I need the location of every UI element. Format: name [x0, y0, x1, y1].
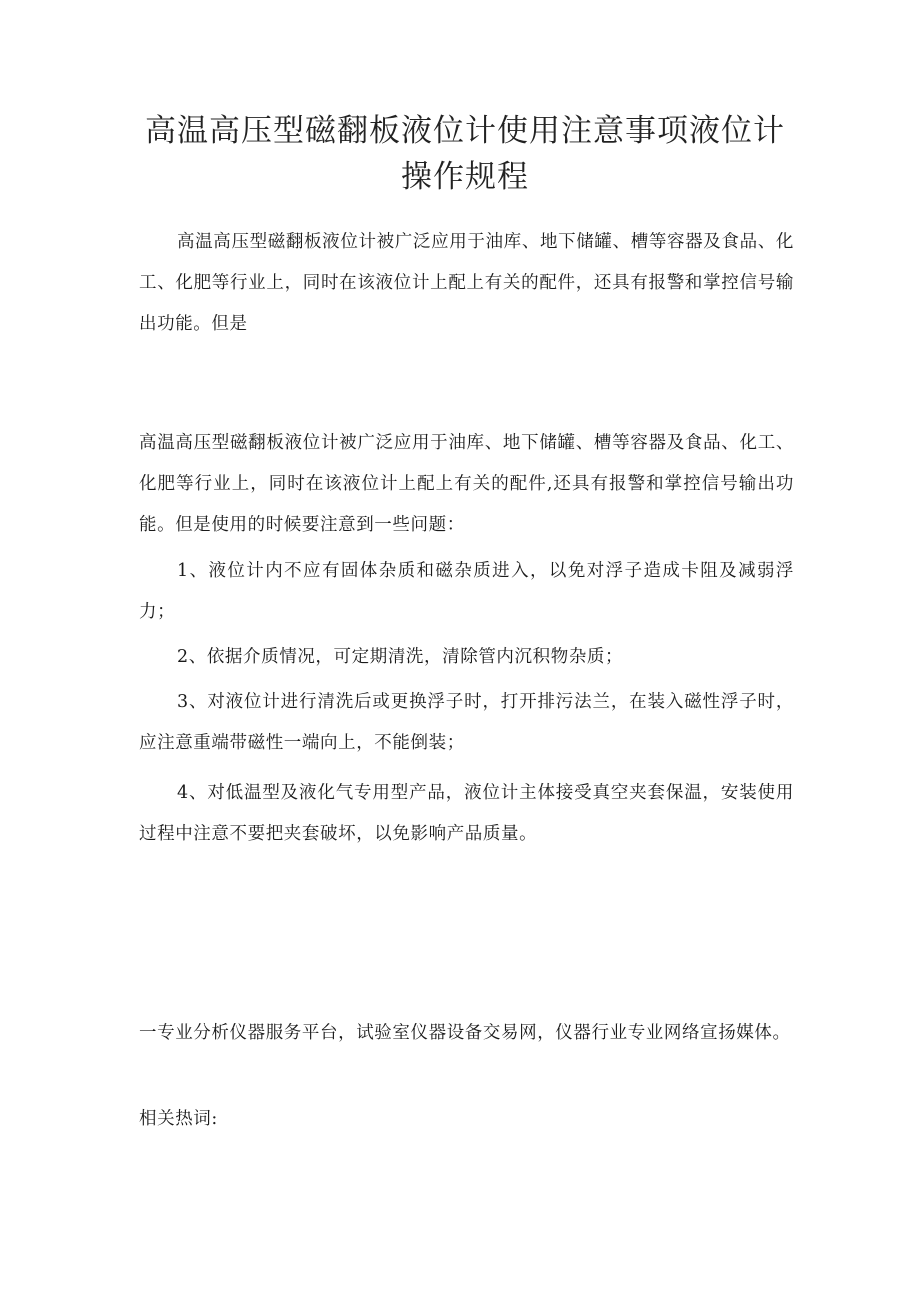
list-item: 1、液位计内不应有固体杂质和磁杂质进入，以免对浮子造成卡阻及减弱浮力；	[139, 561, 794, 622]
document-title: 高温高压型磁翻板液位计使用注意事项液位计操作规程	[145, 113, 785, 195]
list-item: 4、对低温型及液化气专用型产品，液位计主体接受真空夹套保温，安装使用过程中注意不要把夹套破坏，以免影响产品质量。	[139, 783, 794, 844]
hot-words-label: 相关热词:	[139, 1109, 218, 1129]
list-item: 3、对液位计进行清洗后或更换浮子时，打开排污法兰，在装入磁性浮子时，应注意重端带磁性一端向上，不能倒装；	[139, 692, 794, 753]
body-paragraph: 高温高压型磁翻板液位计被广泛应用于油库、地下储罐、槽等容器及食品、化工、化肥等行业上，同时在该液位计上配上有关的配件,还具有报警和掌控信号输出功能。但是使用的时候要注意到一些问题：	[139, 433, 794, 535]
intro-paragraph: 高温高压型磁翻板液位计被广泛应用于油库、地下储罐、槽等容器及食品、化工、化肥等行业上，同时在该液位计上配上有关的配件，还具有报警和掌控信号输出功能。但是	[139, 232, 794, 334]
list-item: 2、依据介质情况，可定期清洗，清除管内沉积物杂质；	[177, 647, 624, 667]
footer-paragraph: 一专业分析仪器服务平台，试验室仪器设备交易网，仪器行业专业网络宣扬媒体。	[139, 1023, 791, 1043]
